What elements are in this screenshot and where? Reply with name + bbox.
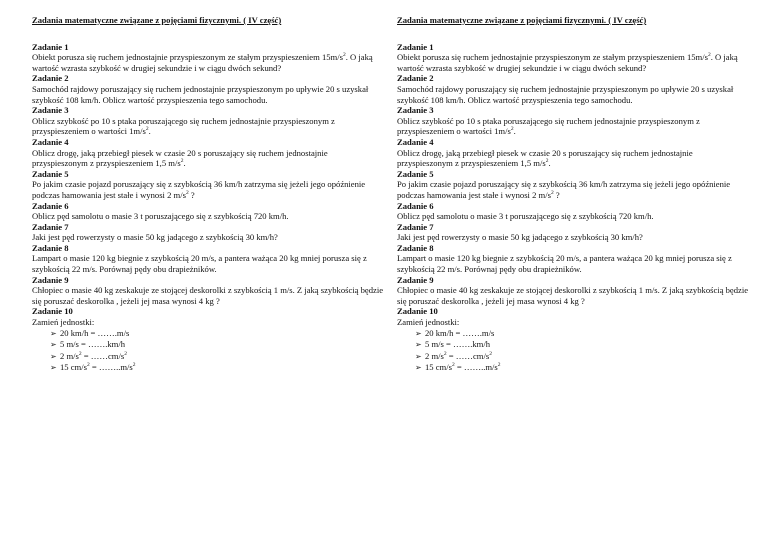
conversion-item: [32, 328, 384, 340]
conversion-sup-b: 2: [124, 350, 127, 357]
task-text-main: Oblicz drogę, jaką przebiegł piesek w czasie 20 s poruszający się ruchem jednostajnie przyspieszonym z przyspieszeniem 1,5 m/s: [32, 147, 328, 169]
task-list: [32, 42, 384, 307]
task-superscript: 2: [707, 52, 711, 59]
conversion-part-a: 2 m/s: [60, 350, 79, 361]
conversion-part-b: = ……..m/s: [454, 362, 498, 373]
task-3: [397, 105, 749, 137]
task-superscript: 2: [510, 126, 514, 133]
task-text-main: Oblicz pęd samolotu o masie 3 t poruszającego się z szybkością 720 km/h.: [32, 211, 289, 222]
arrow-bullet-icon: ➢: [415, 340, 422, 350]
task-9: [397, 275, 749, 307]
task-text: [397, 84, 749, 105]
task-heading: Zadanie 7: [32, 221, 69, 232]
task-superscript: 2: [342, 52, 346, 59]
task-text-main: Oblicz pęd samolotu o masie 3 t poruszającego się z szybkością 720 km/h.: [397, 211, 654, 222]
conversion-sup-b: 2: [497, 362, 501, 369]
task-text-main: Po jakim czasie pojazd poruszający się z szybkością 36 km/h zatrzyma się jeżeli jego opóźnienie podczas hamowania jest stałe i wynosi 2 m/s: [32, 179, 366, 200]
task-text: [32, 179, 384, 200]
task-8: [32, 243, 384, 275]
task-10: [32, 306, 384, 374]
conversion-part-a: 2 m/s: [425, 350, 444, 361]
task-list: [397, 42, 749, 307]
task-text: [32, 148, 384, 169]
conversion-part-a: 5 m/s = …….km/h: [425, 339, 491, 350]
conversion-sup-a: 2: [86, 362, 90, 369]
task-text-end: .: [148, 126, 151, 137]
task-4: [32, 137, 384, 169]
arrow-bullet-icon: ➢: [50, 328, 57, 338]
task-2: [397, 73, 749, 105]
worksheet-column-right: [397, 15, 749, 374]
task-text-end: . O jaką wartość wzrasta szybkość w drugiej sekundzie i w ciągu dwóch sekund?: [32, 52, 373, 73]
task-heading: Zadanie 5: [397, 168, 434, 179]
task-heading: Zadanie 3: [397, 105, 434, 116]
task-superscript: 2: [545, 158, 549, 165]
task-heading: Zadanie 8: [397, 242, 434, 253]
task-text: [397, 211, 749, 222]
task-text-main: Chłopiec o masie 40 kg zeskakuje ze stojącej deskorolki z szybkością 1 m/s. Z jaką szybkością będzie się poruszać deskorolka , jeżeli jej masa wynosi 4 kg ?: [397, 285, 749, 306]
task-text: [397, 52, 749, 73]
task-text: [32, 232, 384, 243]
task-text: [397, 253, 749, 274]
task-1: [32, 42, 384, 74]
task-heading: Zadanie 2: [397, 73, 434, 84]
task-text: [397, 179, 749, 200]
conversion-part-a: 20 km/h = …….m/s: [425, 327, 495, 338]
task-7: [32, 222, 384, 243]
task-5: [32, 169, 384, 201]
task-text: [397, 232, 749, 243]
task-heading: Zadanie 5: [32, 168, 69, 179]
task-heading: Zadanie 9: [32, 274, 69, 285]
conversion-part-a: 20 km/h = …….m/s: [60, 327, 130, 338]
task-text-main: Oblicz szybkość po 10 s ptaka poruszającego się ruchem jednostajnie przyspieszonym z przyspieszeniem o wartości 1m/s: [397, 115, 700, 137]
task-1: [397, 42, 749, 74]
task-intro: Zamień jednostki:: [32, 317, 95, 328]
task-superscript: 2: [185, 190, 189, 197]
worksheet-title: Zadania matematyczne związane z pojęciami fizycznymi. ( IV część): [397, 15, 647, 25]
task-text-main: Samochód rajdowy poruszający się ruchem jednostajnie przyspieszonym po upływie 20 s uzyskał szybkość 108 km/h. Oblicz wartość przyspieszenia tego samochodu.: [397, 83, 734, 105]
task-heading: Zadanie 1: [32, 41, 69, 52]
task-heading: Zadanie 10: [397, 306, 438, 317]
task-text-main: Obiekt porusza się ruchem jednostajnie przyspieszonym ze stałym przyspieszeniem 15m/s: [32, 52, 343, 63]
task-heading: Zadanie 3: [32, 105, 69, 116]
conversion-part-b: = ……cm/s: [446, 350, 490, 361]
task-text-end: .: [548, 158, 551, 169]
task-10: [397, 306, 749, 374]
conversion-sup-b: 2: [489, 350, 492, 357]
task-text-main: Oblicz szybkość po 10 s ptaka poruszającego się ruchem jednostajnie przyspieszonym z przyspieszeniem o wartości 1m/s: [32, 115, 335, 137]
task-text: [32, 84, 384, 105]
task-text-end: . O jaką wartość wzrasta szybkość w drugiej sekundzie i w ciągu dwóch sekund?: [397, 52, 738, 73]
conversion-part-a: 15 cm/s: [60, 362, 87, 373]
task-text: [32, 52, 384, 73]
task-text: [32, 116, 384, 137]
task-text-main: Jaki jest pęd rowerzysty o masie 50 kg jadącego z szybkością 30 km/h?: [397, 232, 643, 243]
task-text: [397, 285, 749, 306]
arrow-bullet-icon: ➢: [415, 363, 422, 373]
conversion-part-b: = ……..m/s: [89, 362, 133, 373]
arrow-bullet-icon: ➢: [50, 351, 57, 361]
task-text: [32, 253, 384, 274]
task-4: [397, 137, 749, 169]
task-text: [397, 116, 749, 137]
conversion-item: [32, 362, 384, 374]
conversion-item: [397, 339, 749, 351]
conversion-sup-a: 2: [78, 350, 82, 357]
task-heading: Zadanie 4: [397, 136, 434, 147]
task-text-main: Chłopiec o masie 40 kg zeskakuje ze stojącej deskorolki z szybkością 1 m/s. Z jaką szybkością będzie się poruszać deskorolka , jeżeli jej masa wynosi 4 kg ?: [32, 285, 384, 306]
task-text-main: Lampart o masie 120 kg biegnie z szybkością 20 m/s, a pantera ważąca 20 kg mniej porusza się z szybkością 22 m/s. Porównaj pędy obu drapieżników.: [32, 253, 367, 275]
task-6: [32, 201, 384, 222]
task-text-main: Jaki jest pęd rowerzysty o masie 50 kg jadącego z szybkością 30 km/h?: [32, 232, 278, 243]
task-text: [397, 148, 749, 169]
task-heading: Zadanie 6: [397, 200, 434, 211]
conversion-sup-b: 2: [132, 362, 136, 369]
task-text-end: .: [183, 158, 186, 169]
task-superscript: 2: [180, 158, 184, 165]
task-heading: Zadanie 2: [32, 73, 69, 84]
task-text-main: Samochód rajdowy poruszający się ruchem jednostajnie przyspieszonym po upływie 20 s uzyskał szybkość 108 km/h. Oblicz wartość przyspieszenia tego samochodu.: [32, 83, 369, 105]
conversion-item: [397, 328, 749, 340]
task-text-end: ?: [553, 189, 560, 200]
task-text-main: Obiekt porusza się ruchem jednostajnie przyspieszonym ze stałym przyspieszeniem 15m/s: [397, 52, 708, 63]
task-text-main: Oblicz drogę, jaką przebiegł piesek w czasie 20 s poruszający się ruchem jednostajnie przyspieszonym z przyspieszeniem 1,5 m/s: [397, 147, 693, 169]
task-heading: Zadanie 4: [32, 136, 69, 147]
task-5: [397, 169, 749, 201]
task-intro: Zamień jednostki:: [397, 317, 460, 328]
conversion-part-a: 5 m/s = …….km/h: [60, 339, 126, 350]
task-heading: Zadanie 7: [397, 221, 434, 232]
conversion-item: [397, 351, 749, 363]
task-text-main: Lampart o masie 120 kg biegnie z szybkością 20 m/s, a pantera ważąca 20 kg mniej porusza się z szybkością 22 m/s. Porównaj pędy obu drapieżników.: [397, 253, 732, 275]
task-heading: Zadanie 8: [32, 242, 69, 253]
worksheet-column-left: [32, 15, 384, 374]
task-heading: Zadanie 1: [397, 41, 434, 52]
conversion-item: [32, 339, 384, 351]
conversion-sup-a: 2: [451, 362, 455, 369]
task-6: [397, 201, 749, 222]
task-7: [397, 222, 749, 243]
conversion-part-a: 15 cm/s: [425, 362, 452, 373]
arrow-bullet-icon: ➢: [50, 340, 57, 350]
task-heading: Zadanie 9: [397, 274, 434, 285]
worksheet-title: Zadania matematyczne związane z pojęciami fizycznymi. ( IV część): [32, 15, 282, 25]
task-8: [397, 243, 749, 275]
task-text: [32, 211, 384, 222]
task-2: [32, 73, 384, 105]
task-text-main: Po jakim czasie pojazd poruszający się z szybkością 36 km/h zatrzyma się jeżeli jego opóźnienie podczas hamowania jest stałe i wynosi 2 m/s: [397, 179, 731, 200]
arrow-bullet-icon: ➢: [50, 363, 57, 373]
conversion-list: [32, 328, 384, 374]
task-superscript: 2: [550, 190, 554, 197]
conversion-list: [397, 328, 749, 374]
task-heading: Zadanie 10: [32, 306, 73, 317]
conversion-item: [397, 362, 749, 374]
task-text-end: ?: [188, 189, 195, 200]
task-3: [32, 105, 384, 137]
task-heading: Zadanie 6: [32, 200, 69, 211]
conversion-item: [32, 351, 384, 363]
task-9: [32, 275, 384, 307]
task-text: [32, 285, 384, 306]
task-text-end: .: [513, 126, 516, 137]
conversion-part-b: = ……cm/s: [81, 350, 125, 361]
arrow-bullet-icon: ➢: [415, 351, 422, 361]
arrow-bullet-icon: ➢: [415, 328, 422, 338]
conversion-sup-a: 2: [443, 350, 447, 357]
task-superscript: 2: [145, 126, 149, 133]
